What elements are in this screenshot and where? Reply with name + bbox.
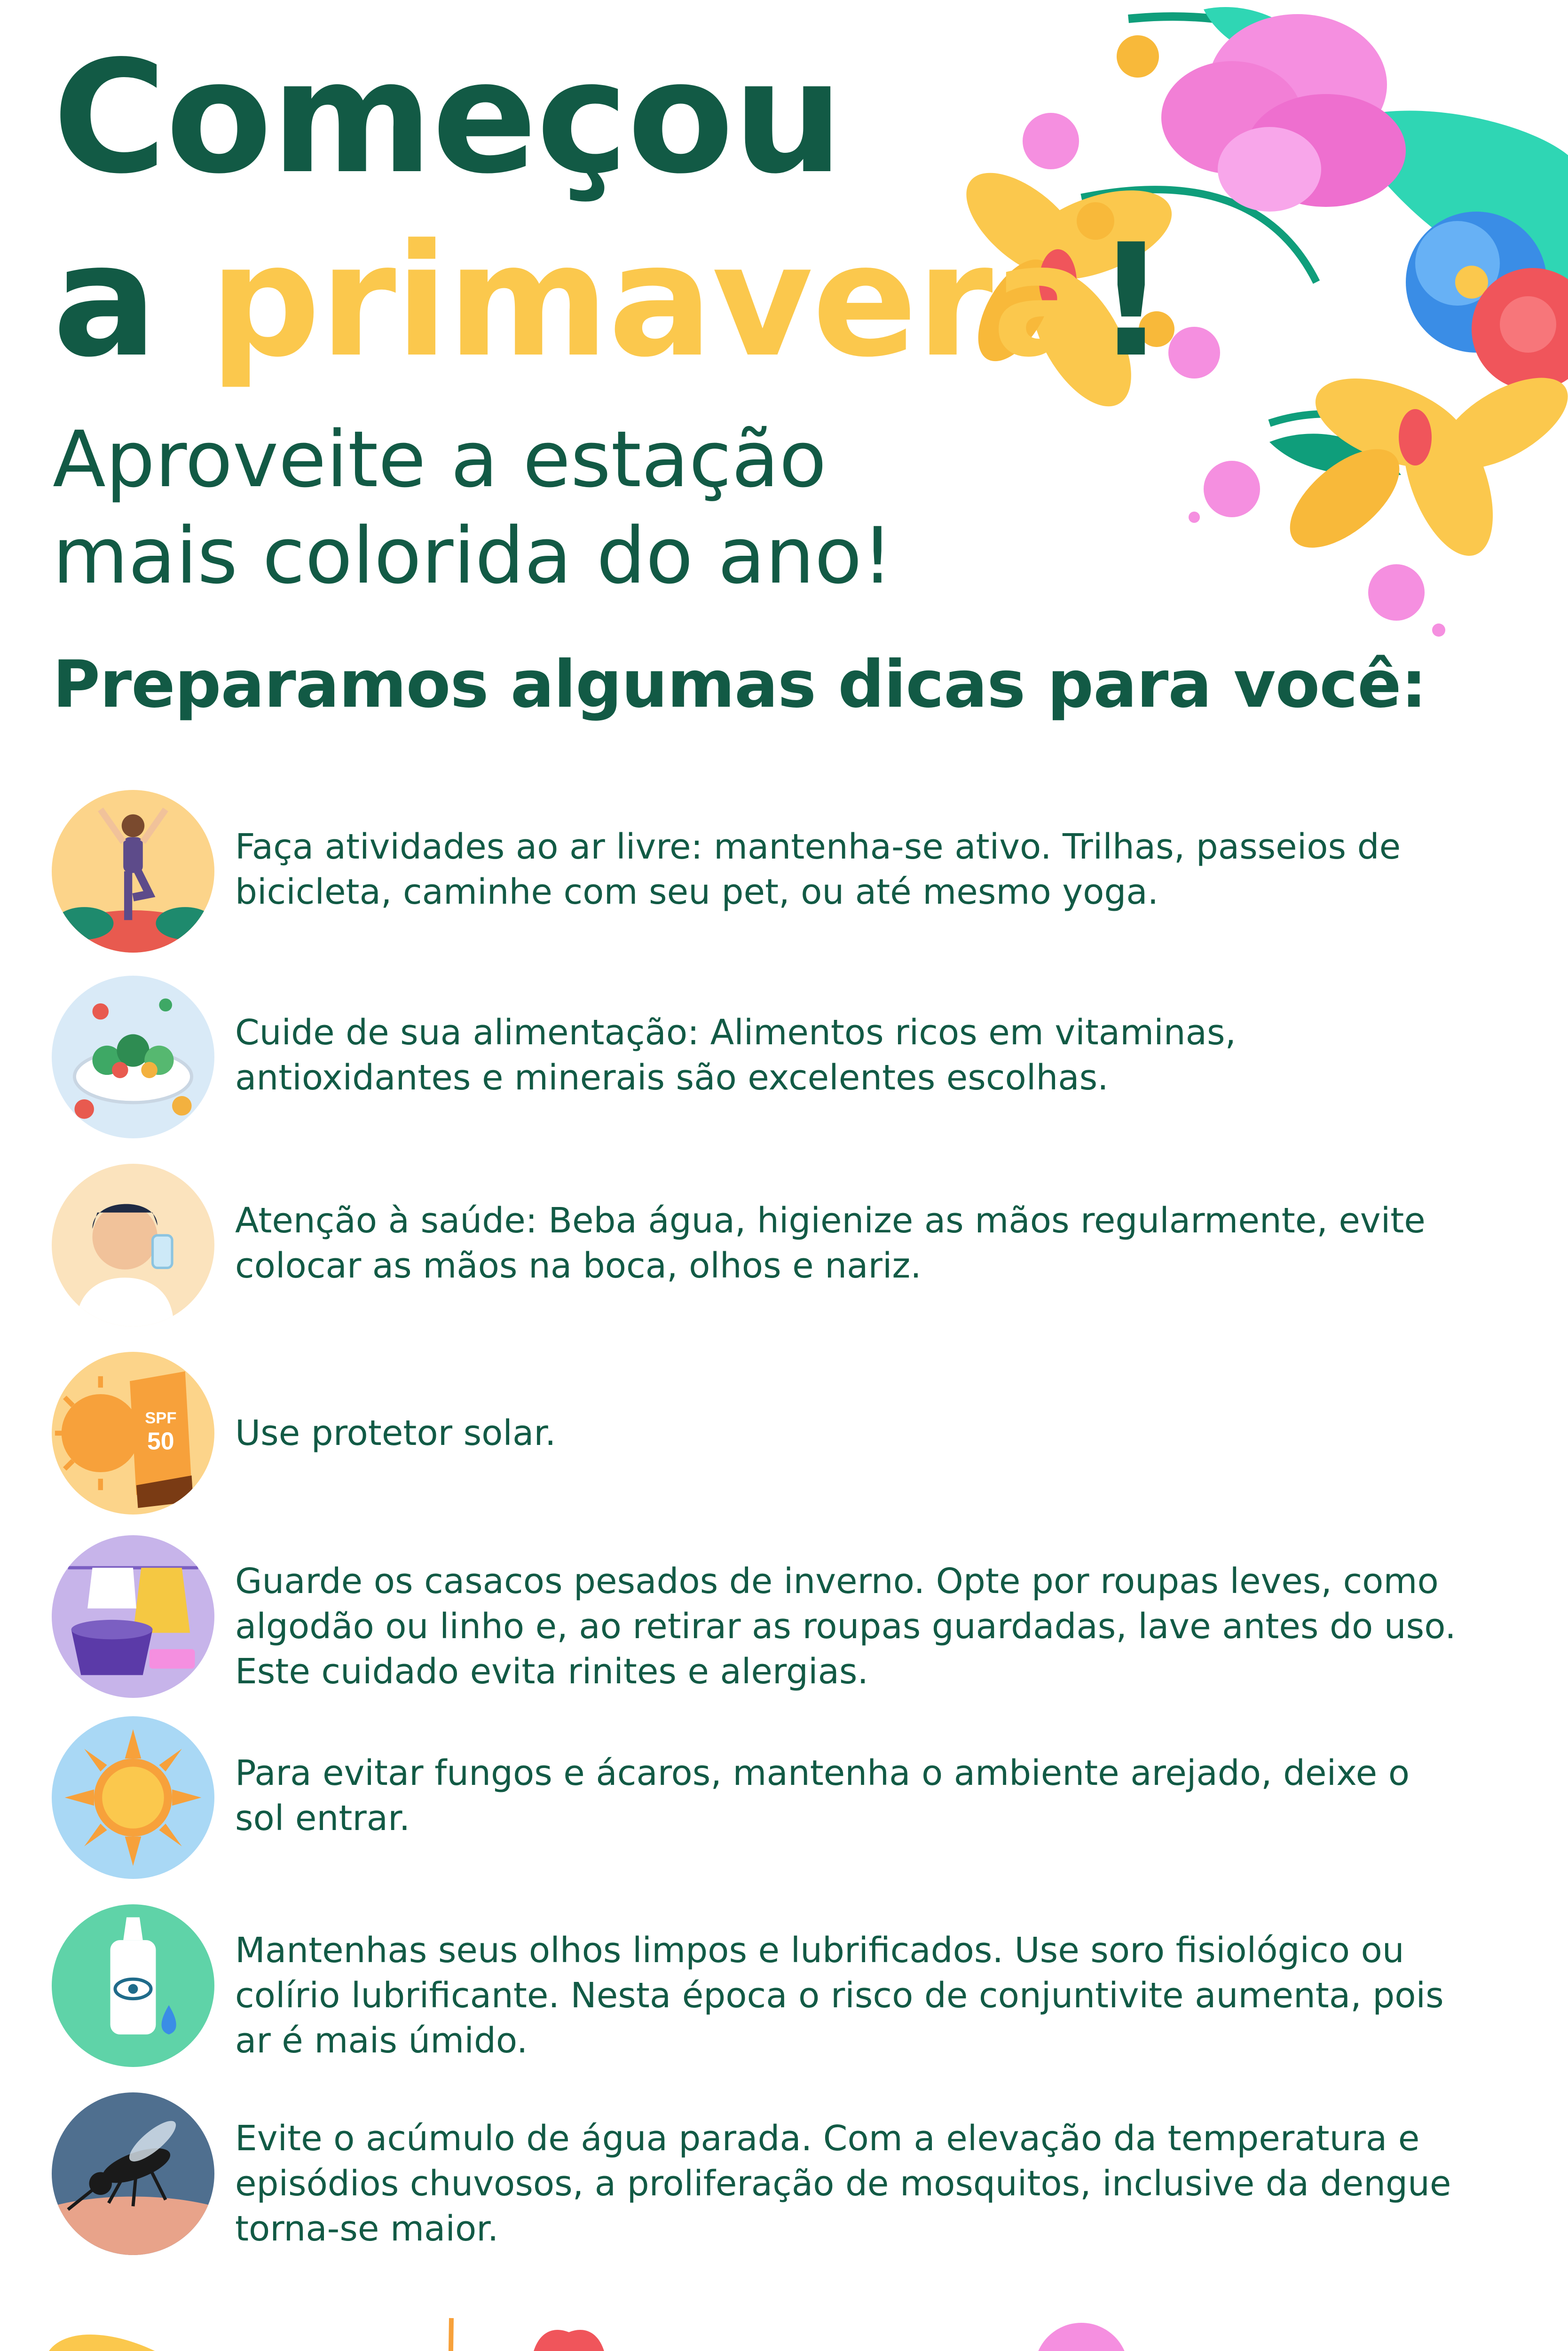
spf-value: 50 bbox=[147, 1427, 174, 1455]
tip-item-health: Atenção à saúde: Beba água, higienize as mãos regularmente, evite colocar as mãos na boca, olhos e nariz. bbox=[52, 1164, 1500, 1328]
sun-icon bbox=[52, 1716, 214, 1879]
salad-icon bbox=[52, 976, 214, 1138]
tip-item-clothes: Guarde os casacos pesados de inverno. Opte por roupas leves, como algodão ou linho e, ao retirar as roupas guardadas, lave antes do uso. Este cuidado evita rinites e alergias. bbox=[52, 1535, 1500, 1700]
tip-item-mosquito: Evite o acúmulo de água parada. Com a elevação da temperatura e episódios chuvosos, a proliferação de mosquitos, inclusive da dengue torna-se maior. bbox=[52, 2092, 1500, 2257]
mosquito-icon bbox=[52, 2092, 214, 2255]
title-line2: a primavera! bbox=[53, 211, 1166, 391]
flower-decoration-bottom-icon bbox=[0, 2257, 1568, 2351]
page-subtitle: Aproveite a estação mais colorida do ano! bbox=[53, 414, 893, 601]
sunscreen-icon bbox=[52, 1352, 214, 1515]
tip-item-eyes: Mantenhas seus olhos limpos e lubrificados. Use soro fisiológico ou colírio lubrificante. Nesta época o risco de conjuntivite aumenta, pois ar é mais úmido. bbox=[52, 1904, 1500, 2069]
tip-item-sunscreen: SPF 50 Use protetor solar. bbox=[52, 1352, 1500, 1516]
yoga-icon bbox=[52, 790, 214, 953]
eye-drops-icon bbox=[52, 1904, 214, 2067]
tip-item-outdoor: Faça atividades ao ar livre: mantenha-se ativo. Trilhas, passeios de bicicleta, caminhe com seu pet, ou até mesmo yoga. bbox=[52, 790, 1500, 955]
laundry-icon bbox=[52, 1535, 214, 1698]
tip-item-ventilation: Para evitar fungos e ácaros, mantenha o ambiente arejado, deixe o sol entrar. bbox=[52, 1716, 1500, 1881]
title-highlight: primavera bbox=[209, 211, 1096, 391]
spf-label: SPF bbox=[145, 1409, 177, 1428]
tips-heading: Preparamos algumas dicas para você: bbox=[53, 647, 1426, 722]
drinking-water-icon bbox=[52, 1164, 214, 1326]
page-title bbox=[53, 27, 1166, 391]
title-line1: Começou bbox=[53, 27, 843, 208]
tip-item-food: Cuide de sua alimentação: Alimentos ricos em vitaminas, antioxidantes e minerais são excelentes escolhas. bbox=[52, 976, 1500, 1140]
